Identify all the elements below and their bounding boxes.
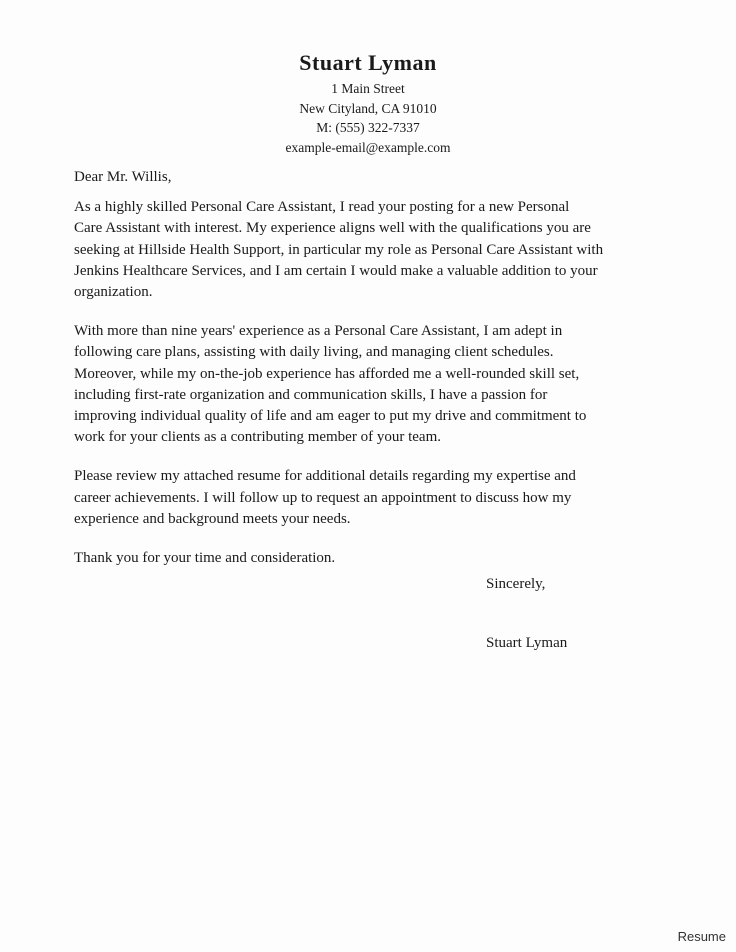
paragraph-line: Thank you for your time and consideration. — [74, 550, 336, 567]
address-street: 1 Main Street — [331, 81, 405, 96]
paragraph-line: Please review my attached resume for additional details regarding my expertise and — [74, 468, 576, 485]
paragraph-line: Care Assistant with interest. My experience aligns well with the qualifications you are — [74, 220, 591, 237]
paragraph-line: seeking at Hillside Health Support, in particular my role as Personal Care Assistant with — [74, 241, 604, 258]
letter-body — [74, 167, 714, 587]
paragraph-line: With more than nine years' experience as a Personal Care Assistant, I am adept in — [74, 323, 563, 340]
paragraph-line: Jenkins Healthcare Services, and I am certain I would make a valuable addition to your — [74, 262, 598, 279]
paragraph-line: career achievements. I will follow up to request an appointment to discuss how my — [74, 489, 572, 506]
paragraph-line: improving individual quality of life and am eager to put my drive and commitment to — [74, 408, 587, 425]
paragraph-line: following care plans, assisting with daily living, and managing client schedules. — [74, 344, 554, 361]
closing: Sincerely, — [486, 576, 546, 592]
address-phone: M: (555) 322-7337 — [316, 120, 420, 135]
paragraph — [74, 548, 714, 569]
paragraph — [74, 197, 714, 303]
paragraph-line: including first-rate organization and communication skills, I have a passion for — [74, 386, 548, 403]
paragraph — [74, 321, 714, 448]
paragraph-line: organization. — [74, 284, 153, 301]
address-email: example-email@example.com — [285, 139, 451, 155]
paragraph — [74, 466, 714, 530]
paragraph-line: work for your clients as a contributing member of your team. — [74, 429, 441, 446]
sender-name: Stuart Lyman — [299, 50, 437, 75]
address-city: New Cityland, CA 91010 — [299, 100, 437, 116]
greeting: Dear Mr. Willis, — [74, 169, 172, 185]
paragraph-line: Moreover, while my on-the-job experience has afforded me a well-rounded skill set, — [74, 365, 580, 382]
watermark: Resume — [677, 929, 726, 944]
signature: Stuart Lyman — [486, 635, 568, 651]
paragraph-line: experience and background meets your needs. — [74, 510, 351, 527]
paragraph-line: As a highly skilled Personal Care Assistant, I read your posting for a new Personal — [74, 199, 570, 216]
sender-address — [0, 79, 736, 157]
